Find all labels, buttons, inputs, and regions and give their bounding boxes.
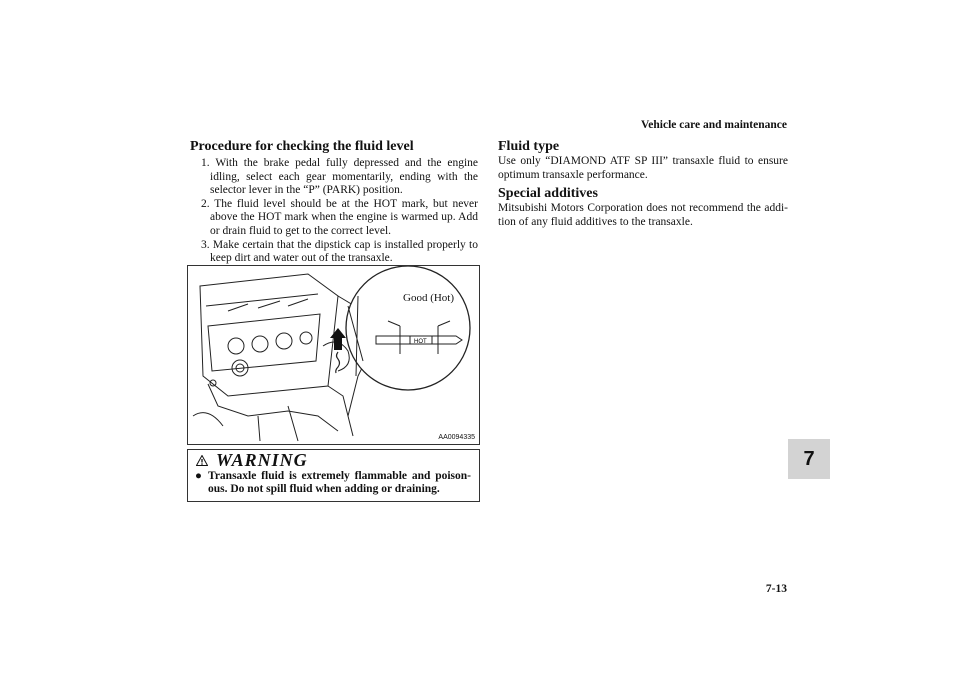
warning-header xyxy=(188,450,479,470)
fluid-type-heading: Fluid type xyxy=(498,139,560,154)
procedure-section xyxy=(190,139,478,266)
chapter-tab: 7 xyxy=(788,439,830,479)
warning-text: Transaxle fluid is extremely flammable and poison-ous. Do not spill fluid when adding or draining. xyxy=(208,470,471,495)
page-number: 7-13 xyxy=(765,583,787,595)
warning-triangle-icon xyxy=(196,455,208,466)
procedure-steps xyxy=(190,157,478,266)
procedure-heading: Procedure for checking the fluid level xyxy=(190,139,414,154)
right-column xyxy=(498,139,788,233)
bullet-icon: ● xyxy=(195,470,202,482)
warning-title: WARNING xyxy=(216,449,308,470)
good-hot-label: Good (Hot) xyxy=(403,292,455,304)
running-header: Vehicle care and maintenance xyxy=(641,119,787,131)
procedure-step: 1. With the brake pedal fully depressed and the engine idling, select each gear momentarily, ending with the selector lever in the “P” (PARK) position. xyxy=(201,157,478,197)
procedure-step: 2. The fluid level should be at the HOT mark, but never above the HOT mark when the engine is warmed up. Add or drain fluid to get to the correct level. xyxy=(201,197,478,237)
warning-text-block xyxy=(196,470,471,496)
warning-box xyxy=(187,449,480,502)
procedure-step: 3. Make certain that the dipstick cap is installed properly to keep dirt and water out of the transaxle. xyxy=(201,238,478,265)
dipstick-hot-mark: HOT xyxy=(414,339,427,345)
fluid-type-text: Use only “DIAMOND ATF SP III” transaxle fluid to ensure optimum transaxle performance. xyxy=(498,155,788,181)
engine-dipstick-figure xyxy=(187,265,480,445)
figure-code: AA0094335 xyxy=(438,434,475,441)
special-additives-text: Mitsubishi Motors Corporation does not recommend the addi-tion of any fluid additives to the transaxle. xyxy=(498,202,788,228)
special-additives-heading: Special additives xyxy=(498,186,598,202)
